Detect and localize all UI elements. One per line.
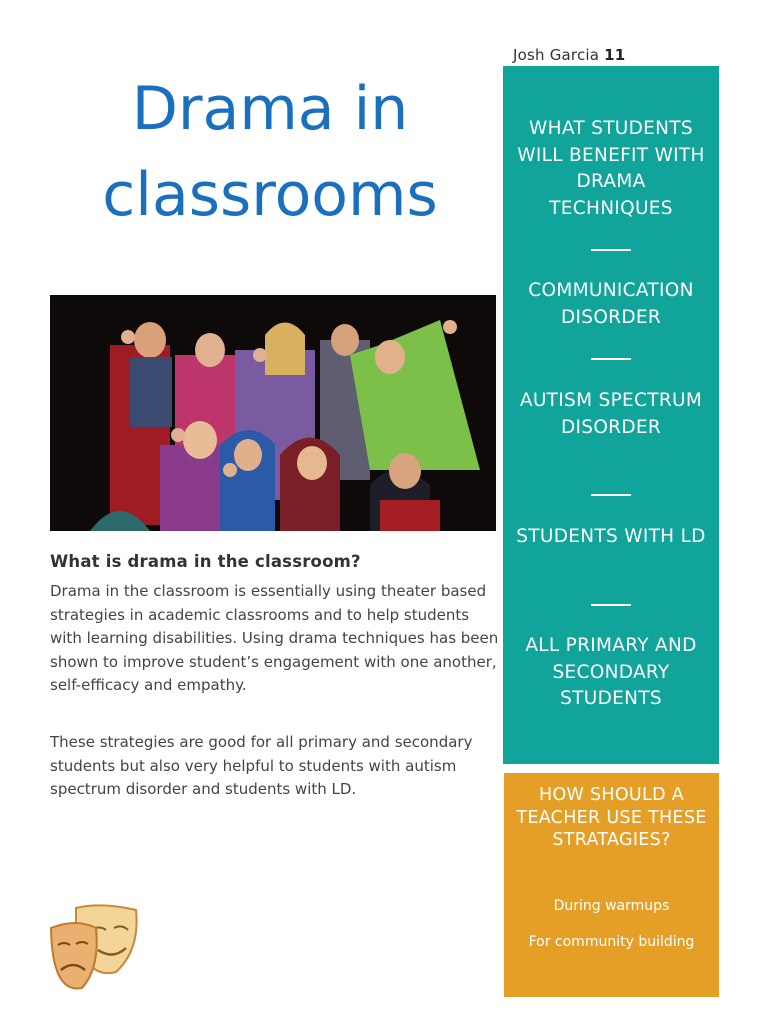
sidebar-item-ld: STUDENTS WITH LD (516, 526, 706, 547)
callout-item-community: For community building (528, 934, 695, 950)
paragraph-2: These strategies are good for all primary and secondary students but also very helpful to students with autism spectrum disorder and students with LD. (50, 733, 473, 798)
author-name: Josh Garcia (513, 46, 600, 64)
page-title (60, 66, 480, 238)
sidebar-item-communication: COMMUNICATION DISORDER (528, 280, 694, 328)
photo-illustration (50, 295, 496, 531)
divider (591, 358, 631, 360)
section-heading: What is drama in the classroom? (50, 552, 361, 571)
page-number: 11 (604, 46, 626, 64)
callout-item-warmups: During warmups (553, 898, 670, 914)
sidebar-heading: WHAT STUDENTS WILL BENEFIT WITH DRAMA TECHNIQUES (517, 118, 705, 219)
divider (591, 604, 631, 606)
divider (591, 249, 631, 251)
theater-masks-icon (46, 900, 146, 1000)
teacher-tips-callout (504, 773, 719, 997)
title-line-2: classrooms (102, 160, 438, 230)
benefits-sidebar (503, 66, 719, 764)
author-header (513, 46, 625, 64)
title-line-1: Drama in (131, 74, 409, 144)
sidebar-item-autism: AUTISM SPECTRUM DISORDER (519, 390, 703, 438)
divider (591, 494, 631, 496)
paragraph-1: Drama in the classroom is essentially using theater based strategies in academic classrooms and to help students with learning disabilities. Using drama techniques has been shown to improve student’s engagement with one another, self-efficacy and empathy. (50, 582, 499, 694)
callout-heading: HOW SHOULD A TEACHER USE THESE STRATAGIES? (516, 785, 707, 850)
sidebar-item-all-students: ALL PRIMARY AND SECONDARY STUDENTS (525, 635, 697, 709)
drama-class-photo (50, 295, 496, 531)
